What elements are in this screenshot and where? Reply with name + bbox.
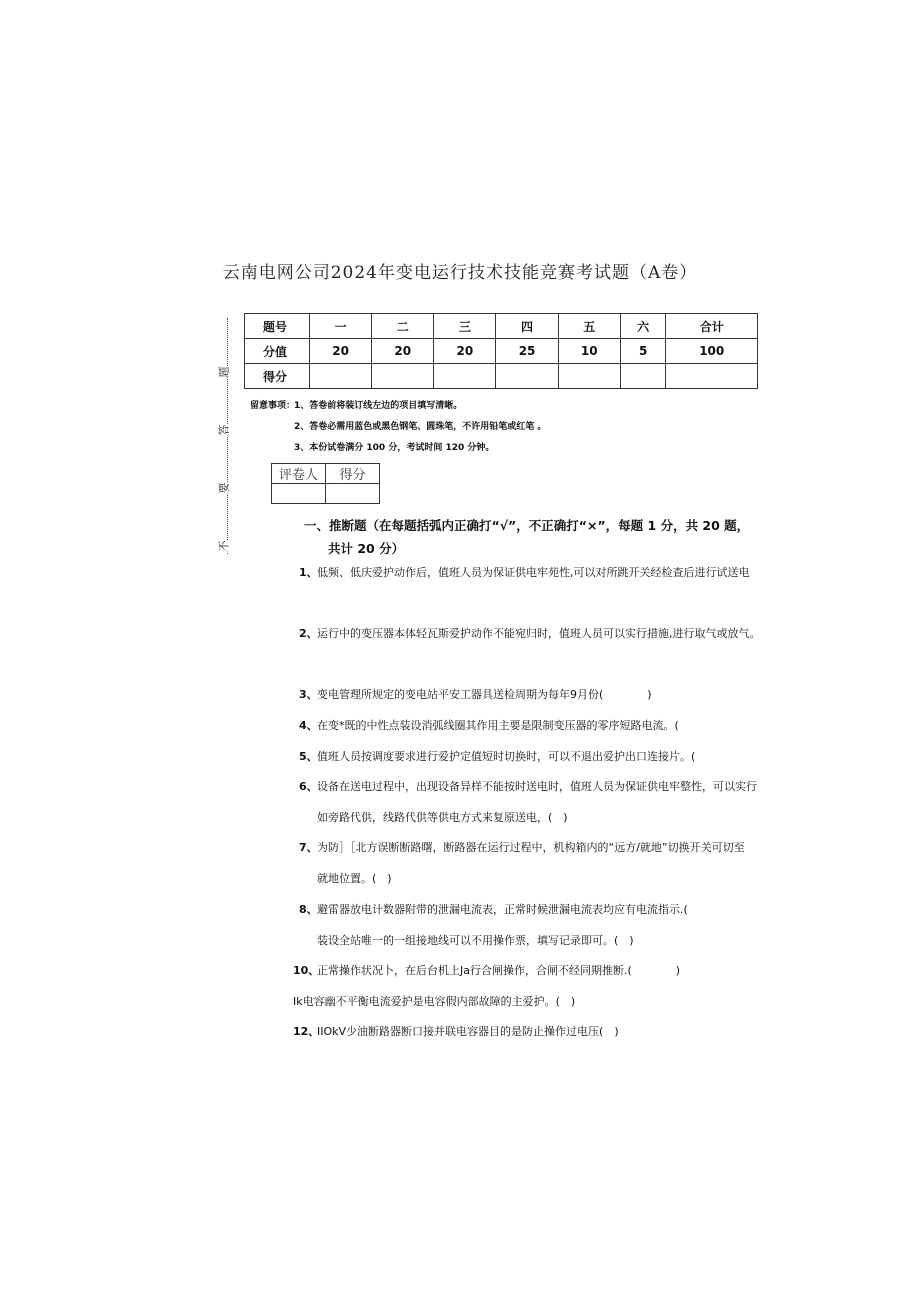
notes-label: 留意事项： <box>250 401 296 411</box>
section-heading-line: 共计 20 分） <box>328 541 405 556</box>
table-cell: 三 <box>434 314 496 339</box>
score-input-cell[interactable] <box>496 364 558 389</box>
question-number: 1、 <box>299 566 318 579</box>
grader-table <box>271 463 380 504</box>
table-cell: 一 <box>310 314 372 339</box>
question-number: 8、 <box>299 903 318 916</box>
question-item <box>299 719 679 733</box>
question-item <box>299 780 757 794</box>
question-item <box>299 841 745 855</box>
binding-char: 答 <box>217 424 231 436</box>
question-text: 装设全站唯一的一组接地线可以不用操作票，填写记录即可。( ) <box>317 934 634 947</box>
question-item <box>299 903 688 917</box>
score-table <box>244 313 758 389</box>
table-cell: 得分 <box>326 464 380 484</box>
question-item <box>299 750 695 764</box>
question-number: 3、 <box>299 688 318 701</box>
score-input-cell[interactable] <box>434 364 496 389</box>
question-number: 7、 <box>299 841 318 854</box>
binding-line <box>227 318 228 554</box>
question-item <box>299 688 652 702</box>
question-text: 低频、低庆爱护动作后，值班人员为保证供电牢苑性,可以对所跳开关经检查后进行试送电 <box>317 566 750 579</box>
question-number: 6、 <box>299 780 318 793</box>
question-text: 如旁路代供，线路代供等供电方式来复原送电，( ) <box>317 811 568 824</box>
table-cell: 评卷人 <box>272 464 326 484</box>
question-text: 变电管理所规定的变电站平安工器具送检周期为每年9月份( ) <box>317 688 652 701</box>
table-cell: 四 <box>496 314 558 339</box>
question-text: 为防］［北方误断断路曙，断路器在运行过程中，机构箱内的“远方/就地”切换开关可切至 <box>317 841 745 854</box>
question-text: 在变*既的中性点装设消弧线圈其作用主要是限制变压器的零序短路电流。( <box>317 719 679 732</box>
note-line <box>250 396 546 417</box>
question-item <box>299 811 568 825</box>
question-text: 就地位置。( ) <box>317 872 392 885</box>
exam-title: 云南电网公司2024年变电运行技术技能竞赛考试题（A卷） <box>222 263 698 283</box>
question-text: 运行中的变压器本体轻瓦斯爱护动作不能宛归时，值班人员可以实行措施,进行取气或放气。 <box>317 627 761 640</box>
section-heading <box>304 514 749 560</box>
question-text: IIOkV少油断路器断口接并联电容器目的是防止操作过电压( ) <box>317 1025 619 1038</box>
table-cell: 100 <box>666 339 758 364</box>
question-item <box>293 1025 619 1039</box>
score-input-cell[interactable] <box>310 364 372 389</box>
question-number: 2、 <box>299 627 318 640</box>
table-cell: 20 <box>434 339 496 364</box>
table-cell: 五 <box>558 314 620 339</box>
question-item <box>293 964 680 978</box>
table-cell: 得分 <box>245 364 310 389</box>
section-heading-line: 一、推断题（在每题括弧内正确打“√”，不正确打“×”，每题 1 分，共 20 题， <box>304 518 750 533</box>
table-row <box>245 364 758 389</box>
binding-char: 要 <box>217 482 231 494</box>
binding-char: 不 <box>217 540 231 552</box>
table-cell: 20 <box>310 339 372 364</box>
table-cell: 25 <box>496 339 558 364</box>
question-number: 5、 <box>299 750 318 763</box>
table-cell: 分值 <box>245 339 310 364</box>
score-input-cell[interactable] <box>620 364 666 389</box>
question-text: 避雷器放电计数器附带的泄漏电流表，正常时候泄漏电流表均应有电流指示.( <box>317 903 688 916</box>
question-text: 正常操作状况卜，在后台机上Ja行合闸操作，合闸不经同期推断.( ) <box>317 964 681 977</box>
question-item <box>293 995 575 1009</box>
score-input-cell[interactable] <box>666 364 758 389</box>
table-row <box>245 339 758 364</box>
binding-char: 题 <box>217 366 231 378</box>
table-row <box>245 314 758 339</box>
question-number: 10、 <box>293 964 320 977</box>
table-row <box>272 484 380 504</box>
table-cell: 10 <box>558 339 620 364</box>
question-item <box>299 934 634 948</box>
table-cell: 合计 <box>666 314 758 339</box>
exam-notes <box>250 396 546 459</box>
table-row <box>272 464 380 484</box>
score-input-cell[interactable] <box>372 364 434 389</box>
score-input-cell[interactable] <box>558 364 620 389</box>
table-cell: 题号 <box>245 314 310 339</box>
table-cell: 20 <box>372 339 434 364</box>
question-text: Ik电容幽不平衡电流爱护是电容假内部故障的主爱护。( ) <box>293 995 576 1008</box>
table-cell: 5 <box>620 339 666 364</box>
note-item: 2、答卷必需用蓝色或黑色钢笔、圆珠笔，不许用铅笔或红笔 。 <box>294 422 547 432</box>
table-cell: 六 <box>620 314 666 339</box>
question-item <box>299 872 392 886</box>
grader-input-cell[interactable] <box>326 484 380 504</box>
question-text: 值班人员按调度要求进行爱护定值短时切换时，可以不退出爱护出口连接片。( <box>317 750 696 763</box>
table-cell: 二 <box>372 314 434 339</box>
question-item <box>299 566 750 580</box>
question-text: 设备在送电过程中，出现设备异样不能按时送电时，值班人员为保证供电牢整性，可以实行 <box>317 780 757 793</box>
question-item <box>299 627 761 641</box>
question-number: 4、 <box>299 719 318 732</box>
note-item: 1、答卷前将装订线左边的项目填写清晰。 <box>294 401 463 411</box>
grader-input-cell[interactable] <box>272 484 326 504</box>
note-item: 3、本份试卷满分 100 分，考试时间 120 分钟。 <box>294 443 495 453</box>
question-number: 12、 <box>293 1025 320 1038</box>
